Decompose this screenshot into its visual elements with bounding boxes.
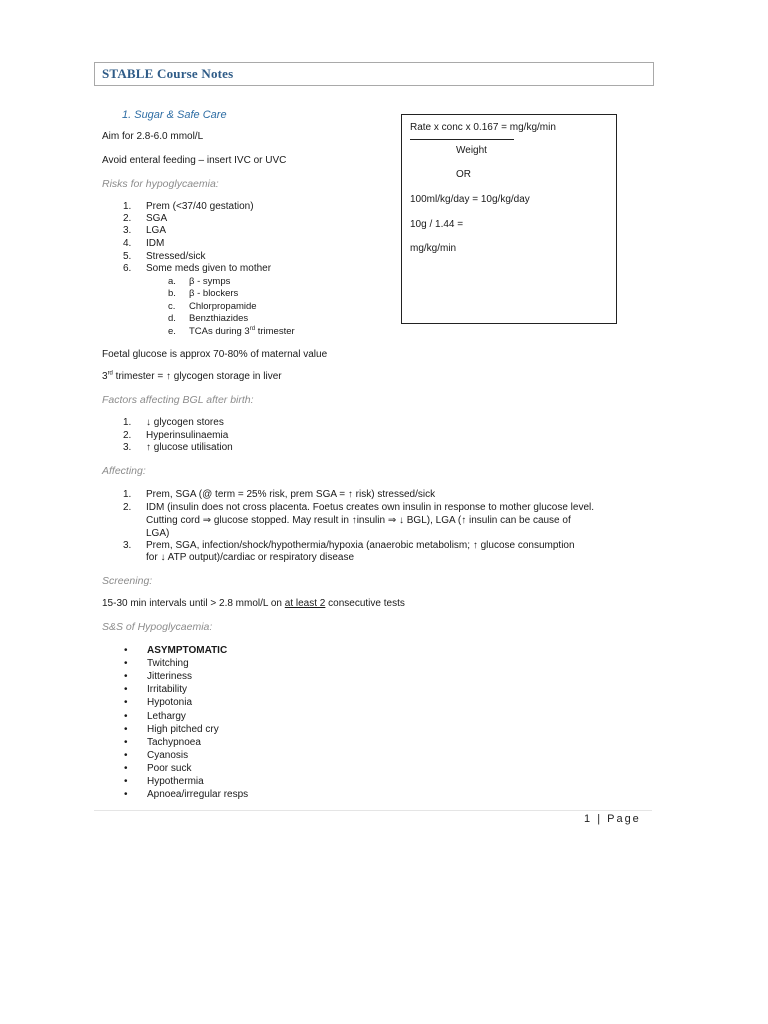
list-item: Some meds given to mother — [146, 263, 272, 274]
page-footer — [584, 813, 641, 825]
symptom-item: High pitched cry — [147, 724, 219, 735]
list-item-number: 1. — [123, 201, 132, 212]
symptom-item: Twitching — [147, 658, 189, 669]
bullet-icon: • — [124, 684, 128, 695]
list-item: Stressed/sick — [146, 251, 206, 262]
document-title: STABLE Course Notes — [102, 66, 234, 81]
bullet-icon: • — [124, 789, 128, 800]
formula-or: OR — [456, 169, 471, 180]
list-item-line: Cutting cord ⇒ glucose stopped. May result in ↑insulin ⇒ ↓ BGL), LGA (↑ insulin can be cause of — [146, 515, 571, 526]
sublist-item: β - blockers — [189, 288, 239, 299]
symptom-item: Cyanosis — [147, 750, 189, 761]
symptom-item: Lethargy — [147, 711, 186, 722]
list-item: Prem (<37/40 gestation) — [146, 201, 254, 212]
symptom-item: Tachypnoea — [147, 737, 201, 748]
sublist-item: TCAs during 3rd trimester — [189, 325, 295, 337]
symptom-item: Hypothermia — [147, 776, 204, 787]
list-item-line: Prem, SGA, infection/shock/hypothermia/hypoxia (anaerobic metabolism; ↑ glucose consumption — [146, 540, 575, 551]
list-item-line: IDM (insulin does not cross placenta. Foetus creates own insulin in response to mother glucose level. — [146, 502, 595, 513]
document-header — [94, 62, 654, 86]
fraction-line — [410, 139, 514, 140]
list-item-number: 2. — [123, 502, 132, 513]
sublist-item-letter: d. — [168, 313, 176, 324]
list-item-number: 3. — [123, 540, 132, 551]
sublist-item-letter: a. — [168, 276, 176, 287]
bullet-icon: • — [124, 724, 128, 735]
bullet-icon: • — [124, 658, 128, 669]
list-item-line: Prem, SGA (@ term = 25% risk, prem SGA = ↑ risk) stressed/sick — [146, 489, 436, 500]
list-item-line: LGA) — [146, 528, 170, 539]
footer-separator: | — [597, 813, 603, 825]
screening-text: 15-30 min intervals until > 2.8 mmol/L on at least 2 consecutive tests — [102, 598, 405, 609]
sublist-item: Chlorpropamide — [189, 301, 257, 312]
list-item-number: 2. — [123, 213, 132, 224]
list-item-number: 4. — [123, 238, 132, 249]
symptom-item: Poor suck — [147, 763, 192, 774]
list-item-number: 6. — [123, 263, 132, 274]
symptom-item: Apnoea/irregular resps — [147, 789, 249, 800]
list-item: Hyperinsulinaemia — [146, 430, 229, 441]
formula-box — [401, 114, 617, 324]
list-item-line: for ↓ ATP output)/cardiac or respiratory disease — [146, 552, 355, 563]
page-label: Page — [607, 813, 641, 825]
foetal-glucose-text: Foetal glucose is approx 70-80% of maternal value — [102, 349, 328, 360]
bullet-icon: • — [124, 697, 128, 708]
list-item: SGA — [146, 213, 168, 224]
bullet-icon: • — [124, 763, 128, 774]
aim-text: Aim for 2.8-6.0 mmol/L — [102, 131, 204, 142]
list-item-number: 2. — [123, 430, 132, 441]
risks-heading: Risks for hypoglycaemia: — [102, 178, 219, 190]
third-trimester-text: 3rd trimester = ↑ glycogen storage in liver — [102, 370, 282, 382]
factors-heading: Factors affecting BGL after birth: — [102, 394, 254, 406]
list-item: LGA — [146, 225, 167, 236]
footer-divider — [94, 810, 652, 811]
symptom-item: ASYMPTOMATIC — [147, 645, 228, 656]
bullet-icon: • — [124, 750, 128, 761]
list-item-number: 3. — [123, 225, 132, 236]
sublist-item-letter: e. — [168, 326, 176, 337]
bullet-icon: • — [124, 737, 128, 748]
list-item: ↑ glucose utilisation — [146, 442, 233, 453]
formula-conversion: 100ml/kg/day = 10g/kg/day — [410, 194, 530, 205]
bullet-icon: • — [124, 776, 128, 787]
list-item-number: 1. — [123, 417, 132, 428]
list-item-number: 3. — [123, 442, 132, 453]
page-number: 1 — [584, 813, 593, 825]
screening-heading: Screening: — [102, 575, 153, 587]
bullet-icon: • — [124, 711, 128, 722]
avoid-text: Avoid enteral feeding – insert IVC or UVC — [102, 155, 287, 166]
list-item-number: 5. — [123, 251, 132, 262]
symptom-item: Jitteriness — [147, 671, 193, 682]
list-item-number: 1. — [123, 489, 132, 500]
ss-heading: S&S of Hypoglycaemia: — [102, 621, 213, 633]
symptom-item: Hypotonia — [147, 697, 193, 708]
formula-denominator: Weight — [456, 145, 487, 156]
sublist-item-letter: c. — [168, 301, 176, 312]
formula-units: mg/kg/min — [410, 243, 457, 254]
bullet-icon: • — [124, 645, 128, 656]
list-item: IDM — [146, 238, 165, 249]
formula-division: 10g / 1.44 = — [410, 219, 464, 230]
affecting-heading: Affecting: — [102, 465, 146, 477]
symptom-item: Irritability — [147, 684, 188, 695]
list-item: ↓ glycogen stores — [146, 417, 224, 428]
sublist-item: Benzthiazides — [189, 313, 249, 324]
section-heading-sugar-safe-care: 1. Sugar & Safe Care — [122, 109, 227, 121]
formula-numerator: Rate x conc x 0.167 = mg/kg/min — [410, 122, 556, 133]
sublist-item-letter: b. — [168, 288, 176, 299]
sublist-item: β - symps — [189, 276, 231, 287]
bullet-icon: • — [124, 671, 128, 682]
